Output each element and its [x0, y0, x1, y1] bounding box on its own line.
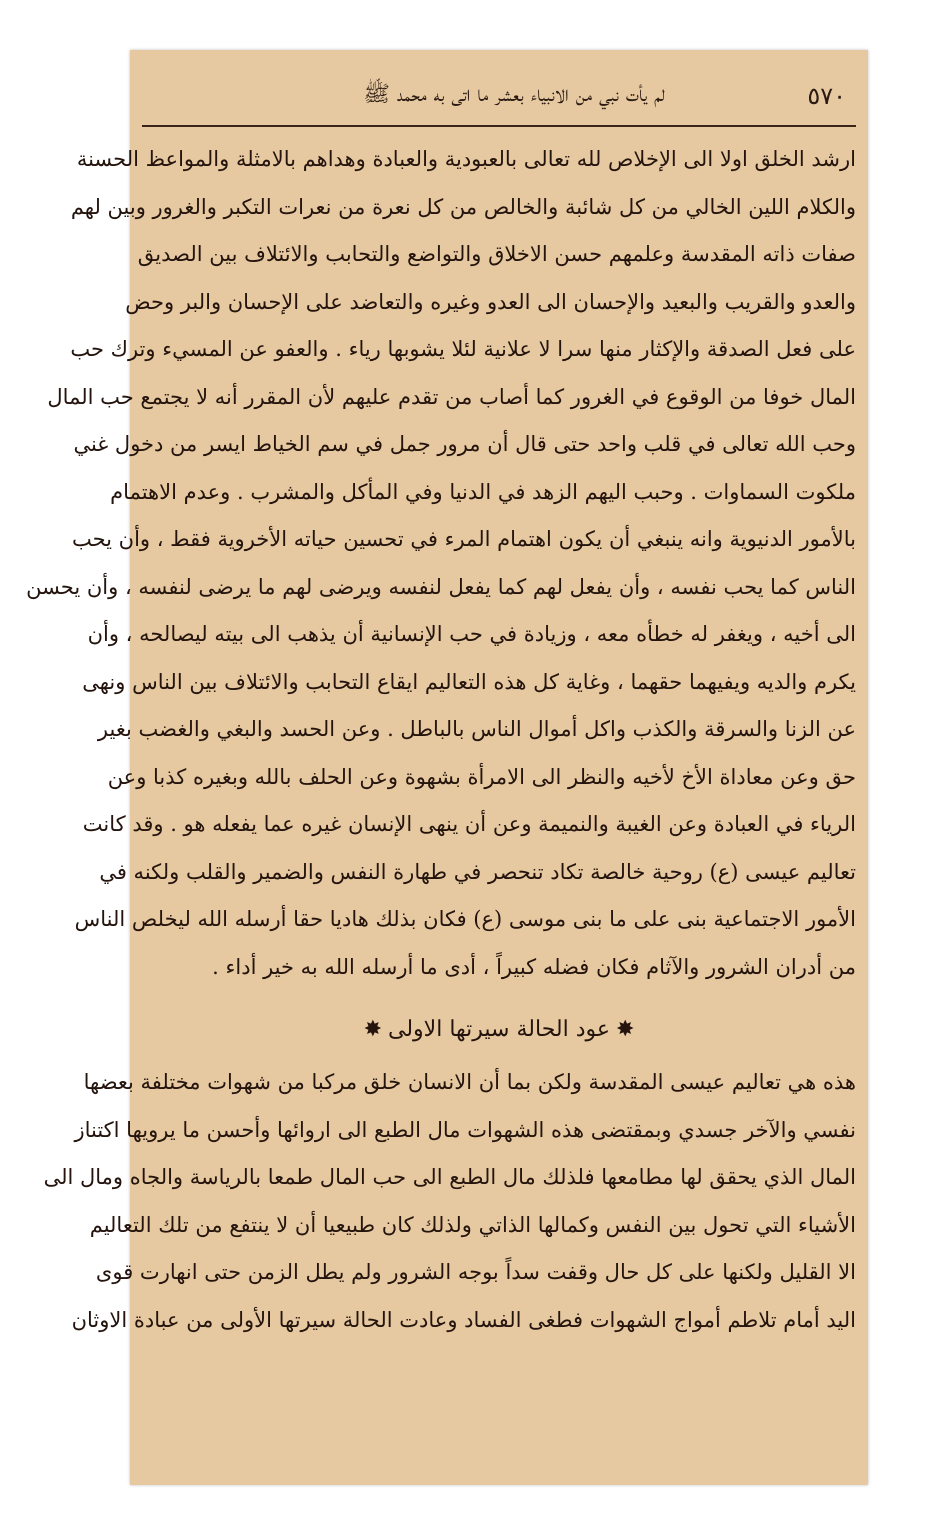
body-text: [26, 136, 856, 1344]
text-line: والعدو والقريب والبعيد والإحسان الى العدو وغيره والتعاضد على الإحسان والبر وحض: [125, 289, 856, 314]
text-line: الناس كما يحب نفسه ، وأن يفعل لهم كما يفعل لنفسه ويرضى لهم ما يرضى لنفسه ، وأن يحسن: [26, 574, 856, 599]
text-line: الأشياء التي تحول بين النفس وكمالها الذاتي ولذلك كان طبيعيا أن لا ينتفع من تلك التعاليم: [89, 1212, 856, 1237]
text-line: ارشد الخلق اولا الى الإخلاص لله تعالى بالعبودية والعبادة وهداهم بالامثلة والمواعظ الحسنة: [76, 147, 856, 171]
text-line: صفات ذاته المقدسة وعلمهم حسن الاخلاق والتواضع والتحابب والائتلاف بين الصديق: [137, 242, 856, 266]
section-1-paragraph: [26, 136, 856, 991]
ornament-icon: ✸: [616, 1017, 635, 1042]
text-line: المال خوفا من الوقوع في الغرور كما أصاب من تقدم عليهم لأن المقرر أنه لا يجتمع حب المال: [47, 384, 856, 409]
text-line: الأمور الاجتماعية بنى على ما بنى موسى (ع) فكان بذلك هاديا حقا أرسله الله ليخلص الناس: [74, 907, 856, 931]
text-line: والكلام اللين الخالي من كل شائبة والخالص من كل نعرة من نعرات التكبر والغرور وبين لهم: [70, 194, 856, 219]
text-line: ملكوت السماوات . وحبب اليهم الزهد في الدنيا وفي المأكل والمشرب . وعدم الاهتمام: [110, 479, 856, 504]
running-title: لم يأت نبي من الانبياء بعشر ما اتى به محمد ﷺ: [363, 82, 665, 107]
text-line: المال الذي يحقق لها مطامعها فلذلك مال الطبع الى حب المال طمعا بالرياسة والجاه ومال الى: [43, 1165, 856, 1189]
page-number: ٥٧٠: [807, 82, 846, 110]
text-line: اليد أمام تلاطم أمواج الشهوات فطغى الفساد وعادت الحالة سيرتها الأولى من عبادة الاوثان: [71, 1307, 856, 1332]
book-page: [26, 50, 868, 1485]
text-line: الرياء في العبادة وعن الغيبة والنميمة وعن أن ينهى الإنسان غيره عما يفعله هو . وقد كانت: [82, 812, 856, 836]
section-2-paragraph: [43, 1059, 856, 1344]
section-heading: [142, 999, 856, 1059]
text-line: هذه هي تعاليم عيسى المقدسة ولكن بما أن الانسان خلق مركبا من شهوات مختلفة بعضها: [83, 1070, 856, 1094]
text-line: عن الزنا والسرقة والكذب واكل أموال الناس بالباطل . وعن الحسد والبغي والغضب بغير: [97, 717, 856, 741]
section-heading-text: عود الحالة سيرتها الاولى: [388, 1017, 610, 1042]
text-line: على فعل الصدقة والإكثار منها سرا لا علانية لئلا يشوبها رياء . والعفو عن المسيء وترك حب: [70, 337, 856, 361]
header-rule: [142, 125, 856, 127]
page-header: [130, 76, 868, 116]
text-line: نفسي والآخر جسدي وبمقتضى هذه الشهوات مال الطبع الى اروائها وأحسن ما يرويها اكتناز: [74, 1117, 856, 1142]
text-line: بالأمور الدنيوية وانه ينبغي أن يكون اهتمام المرء في تحسين حياته الأخروية فقط ، وأن يحب: [71, 527, 856, 551]
text-line: من أدران الشرور والآثام فكان فضله كبيراً ، أدى ما أرسله الله به خير أداء .: [212, 954, 856, 979]
text-line: يكرم والديه ويفيهما حقهما ، وغاية كل هذه التعاليم ايقاع التحابب والائتلاف بين الناس ونهى: [82, 669, 856, 694]
text-line: تعاليم عيسى (ع) روحية خالصة تكاد تنحصر في طهارة النفس والضمير والقلب ولكنه في: [99, 859, 856, 884]
text-line: الى أخيه ، ويغفر له خطأه معه ، وزيادة في حب الإنسانية أن يذهب الى بيته ليصالحه ، وأن: [87, 622, 856, 646]
text-line: حق وعن معاداة الأخ لأخيه والنظر الى الامرأة بشهوة وعن الحلف بالله وبغيره كذبا وعن: [107, 764, 856, 789]
text-line: الا القليل ولكنها على كل حال وقفت سداً بوجه الشرور ولم يطل الزمن حتى انهارت قوى: [95, 1260, 856, 1284]
ornament-icon: ✸: [363, 1017, 382, 1042]
section-gap: [142, 991, 856, 999]
text-line: وحب الله تعالى في قلب واحد حتى قال أن مرور جمل في سم الخياط ايسر من دخول غني: [73, 432, 856, 456]
